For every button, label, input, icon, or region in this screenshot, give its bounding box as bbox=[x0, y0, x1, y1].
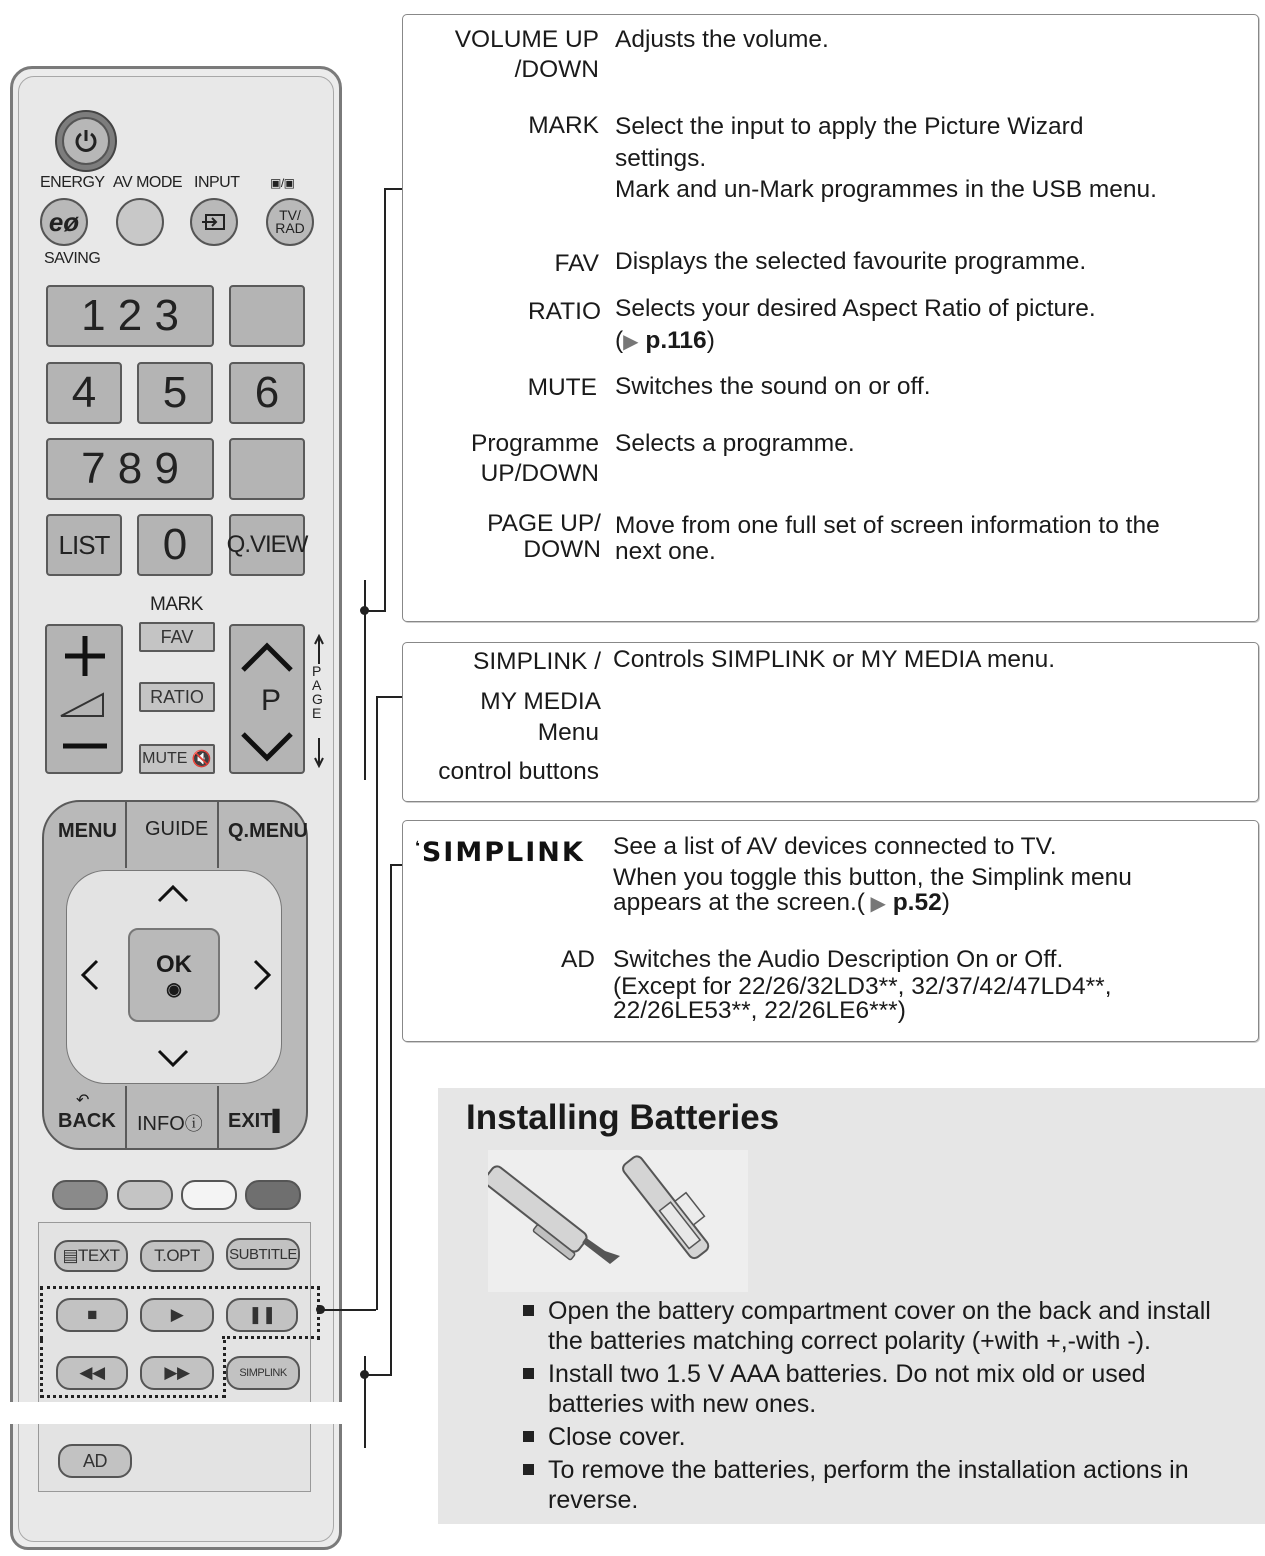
rewind-key bbox=[56, 1356, 128, 1390]
callout-box-simplink-ad bbox=[402, 820, 1259, 1042]
yellow-key bbox=[181, 1180, 237, 1210]
blank-key-2 bbox=[229, 438, 305, 500]
callout-box-simplink-menu bbox=[402, 642, 1259, 802]
av-mode-button bbox=[116, 198, 164, 246]
power-button bbox=[55, 110, 117, 172]
desc-programme: Selects a programme. bbox=[615, 430, 855, 457]
tv-radio-button: TV/ RAD bbox=[266, 198, 314, 246]
battery-step-4: To remove the batteries, perform the installation actions in reverse. bbox=[523, 1455, 1248, 1515]
input-label: INPUT bbox=[194, 174, 240, 191]
rewind-icon: ◀◀ bbox=[79, 1363, 105, 1382]
menu-key: MENU bbox=[58, 820, 117, 842]
programme-pad bbox=[229, 624, 305, 774]
number-key-0: 0 bbox=[137, 514, 213, 576]
subtitle-key: SUBTITLE bbox=[226, 1238, 300, 1270]
power-icon bbox=[62, 117, 110, 165]
green-key bbox=[117, 1180, 173, 1210]
connector-line-box1 bbox=[384, 188, 386, 612]
saving-label: SAVING bbox=[44, 250, 101, 267]
q-menu-key: Q.MENU bbox=[228, 820, 308, 842]
mute-key: MUTE 🔇 bbox=[139, 744, 215, 774]
nav-divider-3 bbox=[125, 1086, 127, 1148]
number-keys-7-8-9: 7 8 9 bbox=[46, 438, 214, 500]
info-key: INFOⓘ bbox=[137, 1113, 203, 1135]
arrow-icon: ▶ bbox=[623, 331, 639, 353]
energy-saving-button bbox=[40, 198, 88, 246]
blank-key-1 bbox=[229, 285, 305, 347]
bullet-icon bbox=[523, 1464, 534, 1475]
battery-step-2: Install two 1.5 V AAA batteries. Do not mix old or used batteries with new ones. bbox=[523, 1359, 1248, 1419]
ok-dot-icon: ◉ bbox=[166, 978, 182, 999]
nav-divider-1 bbox=[125, 802, 127, 868]
list-key: LIST bbox=[46, 514, 122, 576]
exit-icon: ▌ bbox=[272, 1110, 287, 1132]
desc-mute: Switches the sound on or off. bbox=[615, 373, 931, 400]
play-icon: ▶ bbox=[170, 1305, 184, 1324]
term-simplink-my-media-3: Menu bbox=[537, 719, 599, 746]
tv-radio-icon-label: ▣/▣ bbox=[270, 176, 295, 190]
ratio-key: RATIO bbox=[139, 682, 215, 712]
stop-key bbox=[56, 1298, 128, 1332]
desc-simplink-menu: Controls SIMPLINK or MY MEDIA menu. bbox=[613, 646, 1056, 673]
callout-box-volume-to-page bbox=[402, 14, 1259, 622]
simplink-key: SIMPLINK bbox=[226, 1356, 300, 1390]
ok-key: OK ◉ bbox=[128, 928, 220, 1022]
page-label: P A G E bbox=[312, 663, 323, 721]
term-mute: MUTE bbox=[527, 374, 597, 401]
ad-key: AD bbox=[58, 1444, 132, 1478]
guide-key: GUIDE bbox=[145, 818, 209, 840]
fast-forward-icon: ▶▶ bbox=[164, 1363, 190, 1382]
eco-icon: eø bbox=[48, 206, 80, 237]
fav-key: FAV bbox=[139, 622, 215, 652]
play-key bbox=[140, 1298, 214, 1332]
connector-line-box3 bbox=[390, 864, 392, 1376]
pause-key bbox=[226, 1298, 298, 1332]
mute-icon: 🔇 bbox=[191, 751, 212, 768]
term-simplink-my-media-1: SIMPLINK / bbox=[473, 648, 601, 675]
nav-divider-2 bbox=[217, 802, 219, 868]
connector-stub-1 bbox=[364, 610, 384, 612]
back-icon: ↶ bbox=[76, 1092, 90, 1109]
desc-mark: Select the input to apply the Picture Wizard settings. Mark and un-Mark programmes in the USB menu. bbox=[615, 113, 1157, 203]
term-mark: MARK bbox=[528, 112, 599, 139]
number-key-4: 4 bbox=[46, 362, 122, 424]
desc-page: Move from one full set of screen information to the next one. bbox=[615, 512, 1160, 565]
connector-stub-2 bbox=[364, 1374, 390, 1376]
t-opt-key: T.OPT bbox=[140, 1240, 214, 1272]
term-volume: VOLUME UP /DOWN bbox=[454, 26, 599, 83]
term-fav: FAV bbox=[554, 250, 599, 277]
term-programme: Programme UP/DOWN bbox=[471, 430, 599, 487]
bullet-icon bbox=[523, 1431, 534, 1442]
number-keys-1-2-3: 1 2 3 bbox=[46, 285, 214, 347]
input-button bbox=[190, 198, 238, 246]
batteries-title: Installing Batteries bbox=[466, 1098, 780, 1137]
red-key bbox=[52, 1180, 108, 1210]
simplink-logo: ❛SIMPLINK bbox=[415, 837, 585, 868]
term-simplink-my-media-4: control buttons bbox=[438, 758, 599, 785]
desc-ratio: Selects your desired Aspect Ratio of picture. bbox=[615, 295, 1096, 322]
desc-volume: Adjusts the volume. bbox=[615, 26, 829, 53]
text-icon: ▤ bbox=[62, 1246, 79, 1265]
mark-label: MARK bbox=[150, 594, 203, 615]
desc-ad: Switches the Audio Description On or Off. (Except for 22/26/32LD3**, 32/37/42/47LD4**, 22/26LE53**, 22/26LE6***) bbox=[613, 946, 1112, 1024]
ratio-page-ref: (▶ p.116) bbox=[615, 327, 715, 354]
battery-step-3: Close cover. bbox=[523, 1422, 1248, 1452]
battery-illustration bbox=[488, 1150, 748, 1292]
battery-step-1: Open the battery compartment cover on the back and install the batteries matching correct polarity (+with +,-with -). bbox=[523, 1296, 1248, 1356]
bullet-icon bbox=[523, 1368, 534, 1379]
fast-forward-key bbox=[140, 1356, 214, 1390]
battery-remote-icon bbox=[488, 1150, 748, 1292]
info-icon: ⓘ bbox=[184, 1114, 203, 1134]
term-simplink-my-media-2: MY MEDIA bbox=[480, 688, 601, 715]
battery-instructions bbox=[498, 1296, 1248, 1518]
connector-tip-box3 bbox=[390, 864, 402, 866]
term-ad: AD bbox=[560, 946, 595, 973]
desc-simplink: See a list of AV devices connected to TV. When you toggle this button, the Simplink menu appears at the screen.( ▶ p.52) bbox=[613, 833, 1132, 916]
back-key: BACK bbox=[58, 1110, 116, 1132]
cut-band bbox=[0, 1402, 345, 1424]
simplink-logo-icon: ❛ bbox=[415, 839, 422, 855]
programme-p-label: P bbox=[261, 684, 282, 717]
installing-batteries-panel bbox=[438, 1088, 1265, 1524]
volume-icons bbox=[47, 626, 121, 772]
term-page: PAGE UP/ DOWN bbox=[487, 510, 601, 563]
volume-pad bbox=[45, 624, 123, 774]
connector-tip-box2 bbox=[376, 696, 402, 698]
pause-icon: ❚❚ bbox=[248, 1305, 276, 1324]
exit-key: EXIT▌ bbox=[228, 1110, 287, 1132]
connector-media-h bbox=[320, 1309, 376, 1311]
connector-tip-box1 bbox=[384, 188, 402, 190]
bullet-icon bbox=[523, 1305, 534, 1316]
energy-label: ENERGY bbox=[40, 174, 105, 191]
av-mode-label: AV MODE bbox=[113, 174, 183, 191]
term-ratio: RATIO bbox=[527, 298, 601, 325]
stop-icon: ■ bbox=[87, 1305, 97, 1324]
text-key: ▤ TEXT bbox=[54, 1240, 128, 1272]
input-icon bbox=[200, 212, 228, 232]
number-key-5: 5 bbox=[137, 362, 213, 424]
nav-divider-4 bbox=[217, 1086, 219, 1148]
arrow-icon: ▶ bbox=[864, 893, 886, 915]
blue-key bbox=[245, 1180, 301, 1210]
connector-media-v bbox=[376, 696, 378, 1310]
dotted-divider bbox=[222, 1336, 320, 1340]
desc-fav: Displays the selected favourite programme. bbox=[615, 248, 1087, 275]
q-view-key: Q.VIEW bbox=[229, 514, 305, 576]
number-key-6: 6 bbox=[229, 362, 305, 424]
